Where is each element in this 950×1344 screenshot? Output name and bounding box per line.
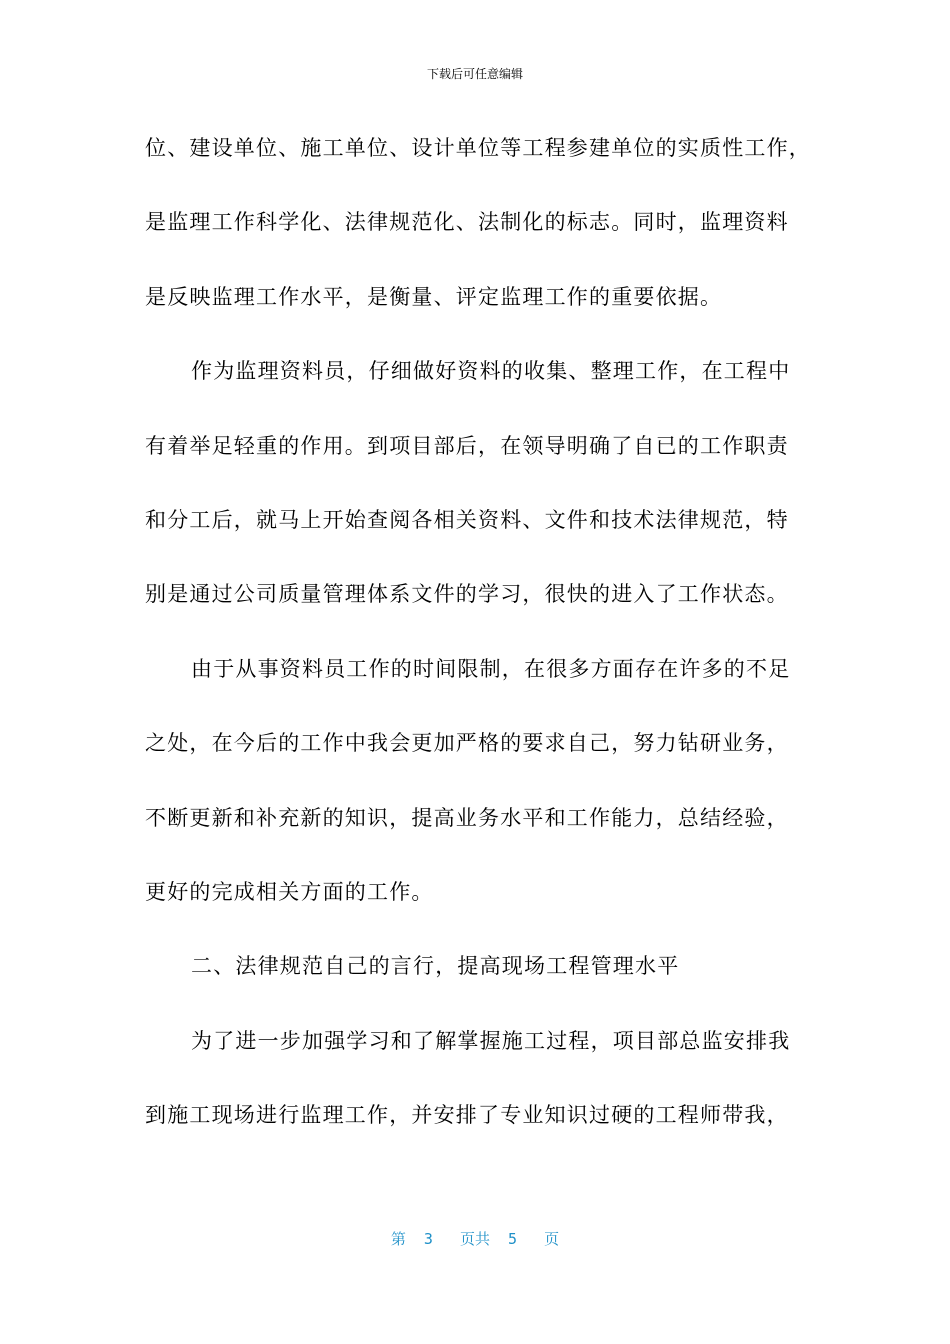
paragraph-line: 不断更新和补充新的知识，提高业务水平和工作能力，总结经验，: [145, 805, 789, 830]
paragraph-line: 到施工现场进行监理工作，并安排了专业知识过硬的工程师带我，: [145, 1103, 789, 1128]
paragraph-line: 是反映监理工作水平，是衡量、评定监理工作的重要依据。: [145, 284, 723, 309]
page-number-footer: 第 3 页共 5 页: [390, 1230, 560, 1248]
paragraph-line: 有着举足轻重的作用。到项目部后，在领导明确了自已的工作职责: [145, 433, 789, 458]
paragraph-line: 更好的完成相关方面的工作。: [145, 879, 434, 904]
paragraph-line: 作为监理资料员，仔细做好资料的收集、整理工作，在工程中: [191, 359, 791, 384]
section-heading: 二、法律规范自己的言行，提高现场工程管理水平: [191, 954, 680, 979]
paragraph-line: 是监理工作科学化、法律规范化、法制化的标志。同时，监理资料: [145, 210, 789, 235]
paragraph-line: 为了进一步加强学习和了解掌握施工过程，项目部总监安排我: [191, 1028, 791, 1053]
paragraph-line: 和分工后，就马上开始查阅各相关资料、文件和技术法律规范，特: [145, 507, 789, 532]
page-header: 下载后可任意编辑: [426, 67, 523, 81]
paragraph-line: 之处，在今后的工作中我会更加严格的要求自己，努力钻研业务，: [145, 731, 789, 756]
document-body: [145, 128, 811, 1169]
paragraph-line: 位、建设单位、施工单位、设计单位等工程参建单位的实质性工作，: [145, 136, 811, 160]
paragraph-line: 由于从事资料员工作的时间限制，在很多方面存在许多的不足: [191, 656, 791, 681]
paragraph-line: 别是通过公司质量管理体系文件的学习，很快的进入了工作状态。: [145, 582, 789, 607]
